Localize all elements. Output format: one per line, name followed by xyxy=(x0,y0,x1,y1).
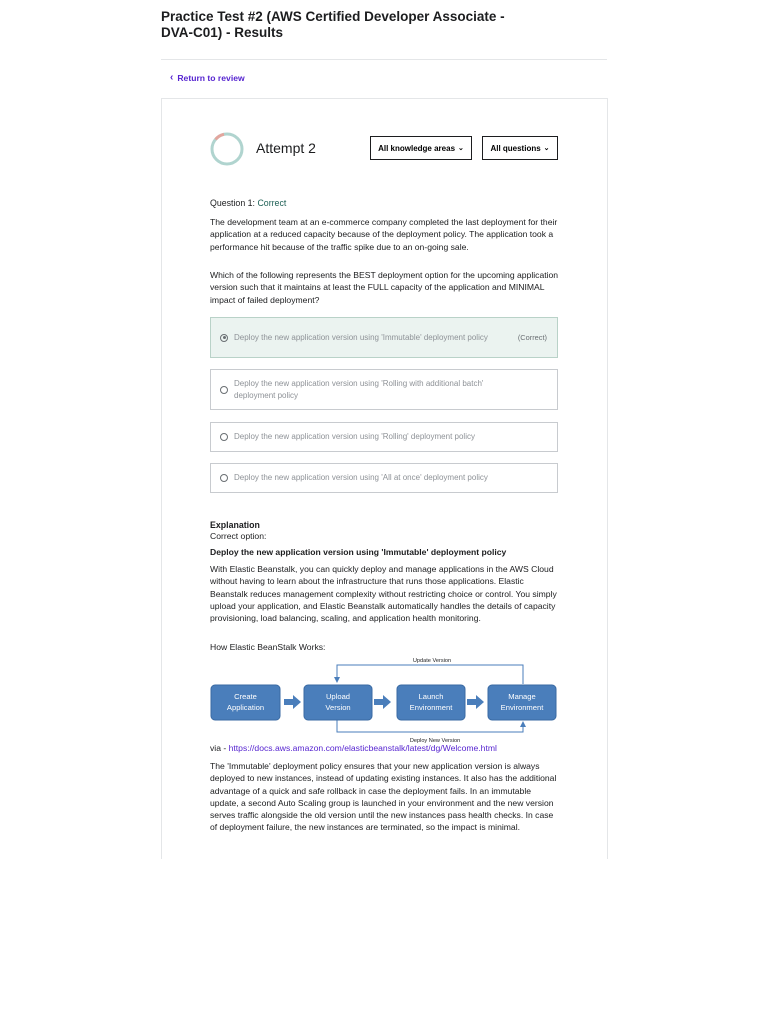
question-status xyxy=(210,198,286,208)
radio-icon xyxy=(220,433,228,441)
via-prefix: via - xyxy=(210,743,229,753)
diagram-step-line1: Launch xyxy=(418,692,444,701)
return-to-review-link[interactable] xyxy=(170,73,245,83)
page-title: Practice Test #2 (AWS Certified Developer Associate - DVA-C01) - Results xyxy=(161,9,505,40)
diagram-step xyxy=(397,685,465,720)
radio-selected-icon xyxy=(220,334,228,342)
correct-tag: (Correct) xyxy=(517,333,547,342)
deploy-loop-arrow xyxy=(337,720,523,732)
correct-answer-statement: Deploy the new application version using 'Immutable' deployment policy xyxy=(210,547,507,557)
question-prompt: Which of the following represents the BEST deployment option for the upcoming application version such that it maintains at least the FULL capacity of the application and MINIMAL impact of failed deployment? xyxy=(210,270,559,305)
title-divider xyxy=(161,59,607,60)
answer-option[interactable] xyxy=(210,369,558,410)
docs-link[interactable]: https://docs.aws.amazon.com/elasticbeanstalk/latest/dg/Welcome.html xyxy=(228,743,497,753)
diagram-step xyxy=(304,685,372,720)
question-number: Question 1: xyxy=(210,198,255,208)
chevron-left-icon: ‹ xyxy=(170,72,174,83)
diagram-bottom-label: Deploy New Version xyxy=(409,738,461,744)
beanstalk-workflow-diagram xyxy=(209,655,559,745)
diagram-step-line2: Environment xyxy=(500,703,544,712)
answer-option-text: Deploy the new application version using 'Immutable' deployment policy xyxy=(234,332,488,342)
diagram-step xyxy=(211,685,280,720)
explanation-subheading: Correct option: xyxy=(210,531,267,541)
flow-arrow xyxy=(374,695,391,709)
flow-arrow xyxy=(284,695,301,709)
answer-option[interactable] xyxy=(210,317,558,358)
answer-option[interactable] xyxy=(210,422,558,452)
diagram-step-line2: Version xyxy=(325,703,351,712)
chevron-down-icon: ⌄ xyxy=(458,145,464,152)
diagram-step-line1: Create xyxy=(234,692,257,701)
attempt-label: Attempt 2 xyxy=(256,140,316,156)
diagram-step-line2: Environment xyxy=(409,703,453,712)
diagram-step-line2: Application xyxy=(226,703,265,712)
diagram-caption: How Elastic BeanStalk Works: xyxy=(210,642,326,652)
question-body: The development team at an e-commerce company completed the last deployment for their application at a reduced capacity because of the deployment policy. The application took a performance hit because of the traffic spike due to an on-going sale. xyxy=(210,217,558,252)
diagram-step-line1: Upload xyxy=(325,692,351,701)
radio-icon xyxy=(220,474,228,482)
diagram-top-label: Update Version xyxy=(412,658,452,664)
answer-option-text: Deploy the new application version using 'All at once' deployment policy xyxy=(234,473,488,483)
diagram-step xyxy=(488,685,556,720)
explanation-paragraph: The 'Immutable' deployment policy ensures that your new application version is always deployed to new instances, instead of updating existing instances. It also has the additional advantage of a quick and safe rollback in case the deployment fails. In an immutable update, a second Auto Scaling group is launched in your environment and the new version serves traffic alongside the old version until the new instances pass health checks. In case of deployment failure, the new instances are terminated, so the impact is minimal. xyxy=(210,761,557,833)
explanation-paragraph: With Elastic Beanstalk, you can quickly deploy and manage applications in the AWS Cloud without having to learn about the infrastructure that runs those applications. Elastic Beanstalk reduces management complexity without restricting choice or control. You simply upload your application, and Elastic Beanstalk automatically handles the details of capacity provisioning, load balancing, scaling, and application health monitoring. xyxy=(210,564,557,624)
correct-badge: Correct xyxy=(257,198,287,208)
knowledge-areas-dropdown[interactable] xyxy=(370,136,472,160)
answer-option[interactable] xyxy=(210,463,558,493)
diagram-step-line1: Manage xyxy=(508,692,536,701)
return-link-label: Return to review xyxy=(177,73,245,83)
chevron-down-icon: ⌄ xyxy=(543,145,550,152)
update-loop-arrow xyxy=(337,665,523,684)
answer-option-text: Deploy the new application version using 'Rolling with additional batch' deployment policy xyxy=(234,379,484,400)
answer-option-text: Deploy the new application version using 'Rolling' deployment policy xyxy=(234,432,475,442)
radio-icon xyxy=(220,386,228,394)
score-donut-icon xyxy=(209,131,245,167)
explanation-heading: Explanation xyxy=(210,520,260,530)
flow-arrow xyxy=(467,695,484,709)
knowledge-areas-label: All knowledge areas xyxy=(378,143,456,153)
questions-filter-dropdown[interactable] xyxy=(482,136,558,160)
questions-filter-label: All questions xyxy=(490,143,541,153)
source-reference xyxy=(210,743,497,753)
